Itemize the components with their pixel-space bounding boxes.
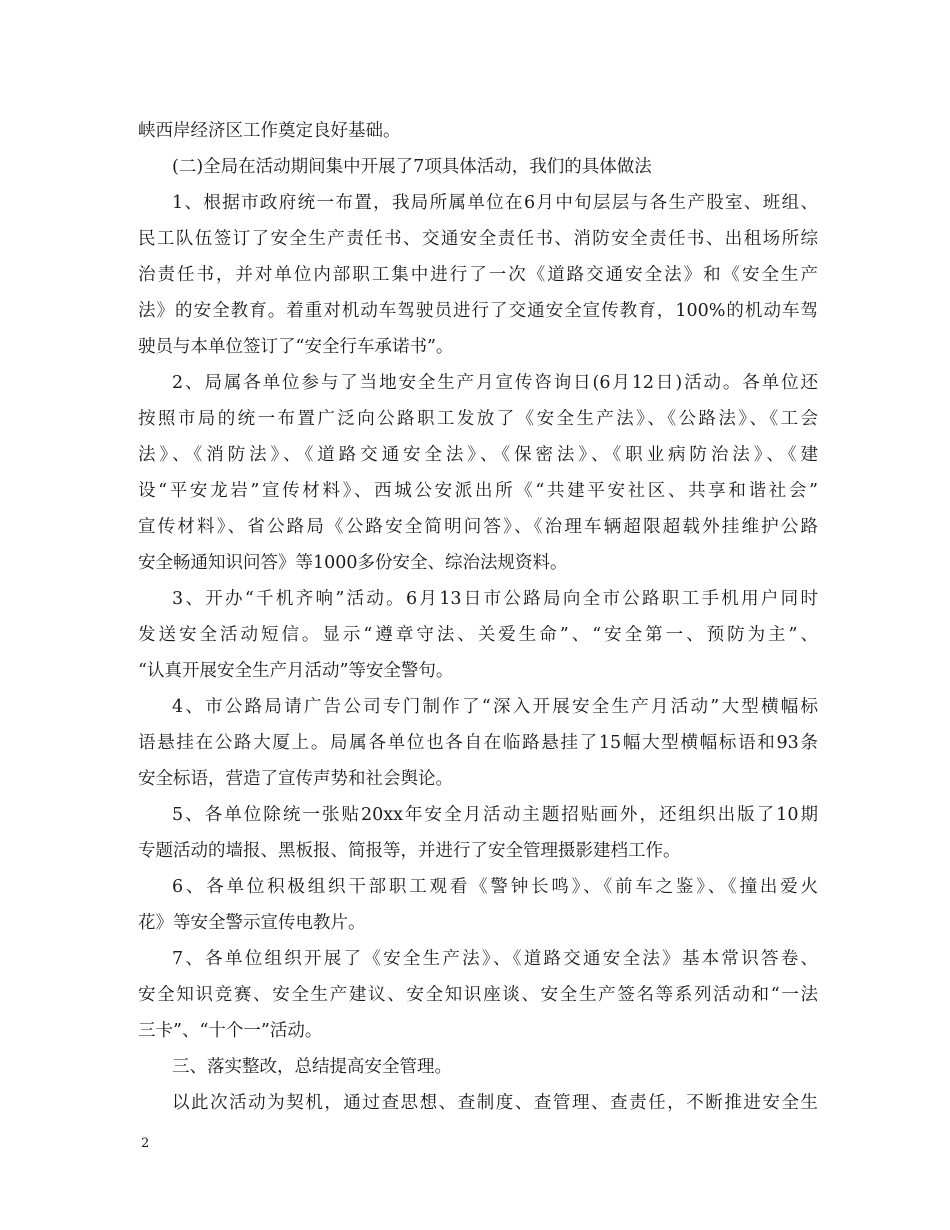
paragraph-line: 法》、《消防法》、《道路交通安全法》、《保密法》、《职业病防治法》、《建 (138, 445, 818, 465)
paragraph-line: 设“平安龙岩”宣传材料》、西城公安派出所《“共建平安社区、共享和谐社会” (138, 481, 818, 501)
paragraph-line: 安全标语，营造了宣传声势和社会舆论。 (138, 769, 453, 789)
paragraph-line: 安全知识竞赛、安全生产建议、安全知识座谈、安全生产签名等系列活动和“一法 (138, 985, 818, 1005)
paragraph-line: 3、开办“千机齐响”活动。6月13日市公路局向全市公路职工手机用户同时 (172, 589, 818, 609)
paragraph-line: 专题活动的墙报、黑板报、简报等，并进行了安全管理摄影建档工作。 (138, 841, 681, 861)
paragraph-line: 5、各单位除统一张贴20xx年安全月活动主题招贴画外，还组织出版了10期 (172, 805, 818, 825)
paragraph-line: 4、市公路局请广告公司专门制作了“深入开展安全生产月活动”大型横幅标 (172, 697, 818, 717)
paragraph-line: 1、根据市政府统一布置，我局所属单位在6月中旬层层与各生产股室、班组、 (172, 193, 818, 213)
paragraph-line: 安全畅通知识问答》等1000多份安全、综治法规资料。 (138, 553, 568, 573)
paragraph-line: 三卡”、“十个一”活动。 (138, 1021, 323, 1041)
paragraph-line: 峡西岸经济区工作奠定良好基础。 (138, 121, 401, 141)
paragraph-line: 语悬挂在公路大厦上。局属各单位也各自在临路悬挂了15幅大型横幅标语和93条 (138, 733, 818, 753)
page-number: 2 (141, 1136, 150, 1151)
paragraph-line: 7、各单位组织开展了《安全生产法》、《道路交通安全法》基本常识答卷、 (172, 949, 818, 969)
paragraph-line: 法》的安全教育。着重对机动车驾驶员进行了交通安全宣传教育，100%的机动车驾 (138, 301, 818, 321)
paragraph-line: 民工队伍签订了安全生产责任书、交通安全责任书、消防安全责任书、出租场所综 (138, 229, 818, 249)
paragraph-line: 2、局属各单位参与了当地安全生产月宣传咨询日(6月12日)活动。各单位还 (172, 373, 818, 393)
paragraph-line: 治责任书，并对单位内部职工集中进行了一次《道路交通安全法》和《安全生产 (138, 265, 818, 285)
section-heading: (二)全局在活动期间集中开展了7项具体活动，我们的具体做法 (172, 157, 652, 177)
document-body (138, 113, 818, 1121)
paragraph-line: 驶员与本单位签订了“安全行车承诺书”。 (138, 337, 454, 357)
paragraph-line: 发送安全活动短信。显示“遵章守法、关爱生命”、“安全第一、预防为主”、 (138, 625, 818, 645)
paragraph-line: 按照市局的统一布置广泛向公路职工发放了《安全生产法》、《公路法》、《工会 (138, 409, 818, 429)
paragraph-line: 以此次活动为契机，通过查思想、查制度、查管理、查责任，不断推进安全生 (172, 1093, 818, 1113)
paragraph-line: “认真开展安全生产月活动”等安全警句。 (138, 661, 454, 681)
paragraph-line: 宣传材料》、省公路局《公路安全简明问答》、《治理车辆超限超载外挂维护公路 (138, 517, 818, 537)
paragraph-line: 花》等安全警示宣传电教片。 (138, 913, 366, 933)
section-heading: 三、落实整改，总结提高安全管理。 (172, 1057, 452, 1077)
paragraph-line: 6、各单位积极组织干部职工观看《警钟长鸣》、《前车之鉴》、《撞出爱火 (172, 877, 818, 897)
